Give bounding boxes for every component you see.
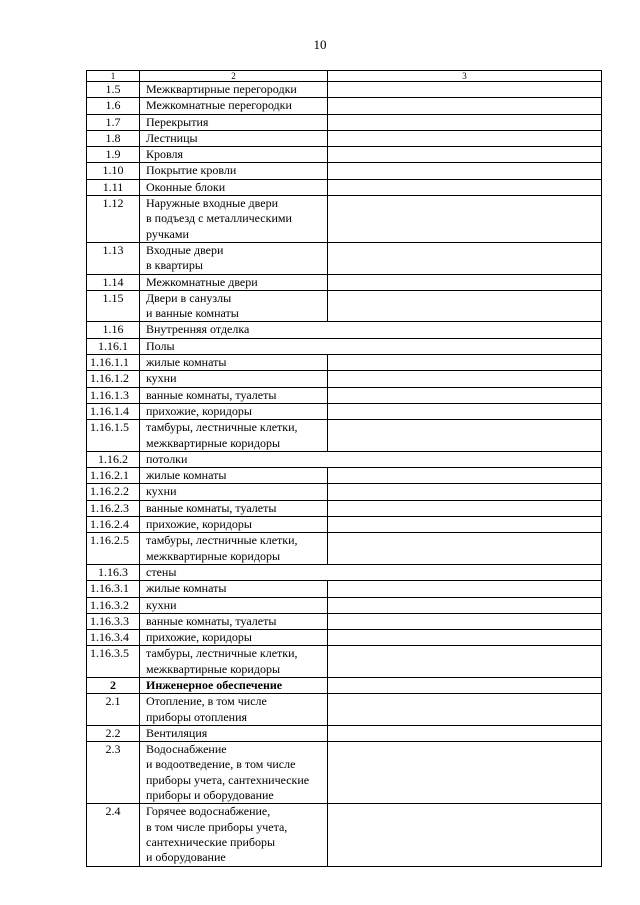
row-value xyxy=(328,742,602,804)
row-name xyxy=(140,98,328,114)
row-number: 1.16.3.1 xyxy=(87,581,140,597)
row-name-line: стены xyxy=(146,564,177,579)
row-number: 1.16.1.1 xyxy=(87,355,140,371)
row-name xyxy=(140,114,328,130)
row-name-line: и оборудование xyxy=(146,850,226,865)
row-value xyxy=(328,196,602,243)
row-name xyxy=(140,630,328,646)
row-value xyxy=(328,403,602,419)
table-row xyxy=(87,274,602,290)
table-row xyxy=(87,533,602,565)
row-name xyxy=(140,451,602,467)
row-value xyxy=(328,677,602,693)
row-name-line: Покрытие кровли xyxy=(146,163,237,178)
row-name-line: тамбуры, лестничные клетки, xyxy=(146,533,298,548)
row-number: 1.16.3.4 xyxy=(87,630,140,646)
row-value xyxy=(328,694,602,726)
row-name-line: жилые комнаты xyxy=(146,355,227,370)
row-name xyxy=(140,290,328,322)
row-number: 1.5 xyxy=(87,82,140,98)
row-value xyxy=(328,242,602,274)
row-number: 1.16.3 xyxy=(87,564,140,580)
table-row xyxy=(87,597,602,613)
row-name-line: Входные двери xyxy=(146,242,224,257)
row-name-line: Внутренняя отделка xyxy=(146,322,250,337)
row-value xyxy=(328,290,602,322)
row-number: 1.12 xyxy=(87,196,140,243)
table-row xyxy=(87,403,602,419)
row-value xyxy=(328,581,602,597)
row-name-line: Двери в санузлы xyxy=(146,290,232,305)
row-value xyxy=(328,114,602,130)
row-number: 1.16.2.1 xyxy=(87,468,140,484)
table-row xyxy=(87,517,602,533)
row-name-line: Горячее водоснабжение, xyxy=(146,804,271,819)
table-body xyxy=(87,71,602,867)
row-value xyxy=(328,420,602,452)
row-name xyxy=(140,725,328,741)
table-row xyxy=(87,468,602,484)
row-number: 2.1 xyxy=(87,694,140,726)
row-value xyxy=(328,179,602,195)
table-row xyxy=(87,484,602,500)
row-name xyxy=(140,742,328,804)
table-row xyxy=(87,564,602,580)
table-row xyxy=(87,451,602,467)
row-name xyxy=(140,163,328,179)
table-row xyxy=(87,500,602,516)
row-name xyxy=(140,403,328,419)
row-number: 1.7 xyxy=(87,114,140,130)
row-value xyxy=(328,597,602,613)
row-number: 1.15 xyxy=(87,290,140,322)
row-value xyxy=(328,98,602,114)
row-number: 1.16.1.5 xyxy=(87,420,140,452)
row-name-line: сантехнические приборы xyxy=(146,834,276,849)
row-name-line: Межкомнатные перегородки xyxy=(146,98,292,113)
table-row xyxy=(87,242,602,274)
row-name-line: Инженерное обеспечение xyxy=(146,677,283,692)
table-row xyxy=(87,371,602,387)
table-row xyxy=(87,742,602,804)
row-name-line: Полы xyxy=(146,338,175,353)
row-name-line: приборы и оборудование xyxy=(146,788,274,803)
row-number: 1.16.1.4 xyxy=(87,403,140,419)
row-name xyxy=(140,468,328,484)
row-name xyxy=(140,517,328,533)
row-name-line: Отопление, в том числе xyxy=(146,694,267,709)
row-name-line: потолки xyxy=(146,451,188,466)
row-number: 1.16.3.3 xyxy=(87,613,140,629)
row-number: 1.16.1.2 xyxy=(87,371,140,387)
row-value xyxy=(328,387,602,403)
row-name-line: кухни xyxy=(146,371,177,386)
row-name xyxy=(140,597,328,613)
table-row xyxy=(87,630,602,646)
row-name-line: Наружные входные двери xyxy=(146,196,279,211)
row-name-line: в подъезд с металлическими xyxy=(146,211,292,226)
table-row xyxy=(87,804,602,866)
row-name xyxy=(140,387,328,403)
table-row xyxy=(87,196,602,243)
table-row xyxy=(87,82,602,98)
row-number: 1.16.2.4 xyxy=(87,517,140,533)
row-name-line: ванные комнаты, туалеты xyxy=(146,387,277,402)
row-name-line: и водоотведение, в том числе xyxy=(146,757,296,772)
row-name-line: ванные комнаты, туалеты xyxy=(146,500,277,515)
row-name-line: приборы учета, сантехнические xyxy=(146,772,310,787)
row-value xyxy=(328,468,602,484)
row-number: 1.8 xyxy=(87,130,140,146)
row-name xyxy=(140,322,602,338)
table-row xyxy=(87,147,602,163)
row-value xyxy=(328,484,602,500)
table-row xyxy=(87,98,602,114)
page-number: 10 xyxy=(313,37,327,52)
row-number: 1.9 xyxy=(87,147,140,163)
row-name-line: Кровля xyxy=(146,147,184,162)
row-name xyxy=(140,242,328,274)
row-number: 1.10 xyxy=(87,163,140,179)
table-row xyxy=(87,290,602,322)
table-row xyxy=(87,420,602,452)
row-value xyxy=(328,147,602,163)
row-name-line: Межквартирные перегородки xyxy=(146,82,297,96)
row-value xyxy=(328,163,602,179)
row-value xyxy=(328,804,602,866)
table-row xyxy=(87,387,602,403)
row-number: 2 xyxy=(87,677,140,693)
row-name-line: прихожие, коридоры xyxy=(146,517,252,532)
row-value xyxy=(328,500,602,516)
row-name xyxy=(140,500,328,516)
table-row xyxy=(87,581,602,597)
row-name xyxy=(140,355,328,371)
row-name-line: ванные комнаты, туалеты xyxy=(146,613,277,628)
row-name xyxy=(140,581,328,597)
row-number: 1.13 xyxy=(87,242,140,274)
table-row xyxy=(87,613,602,629)
table-row xyxy=(87,694,602,726)
table-row xyxy=(87,725,602,741)
row-name-line: в квартиры xyxy=(146,258,203,273)
row-name-line: и ванные комнаты xyxy=(146,306,239,321)
row-name xyxy=(140,646,328,678)
row-value xyxy=(328,82,602,98)
row-number: 1.16.2 xyxy=(87,451,140,467)
column-header: 2 xyxy=(140,71,328,82)
row-name xyxy=(140,804,328,866)
row-number: 1.16.2.2 xyxy=(87,484,140,500)
row-name xyxy=(140,613,328,629)
column-header: 3 xyxy=(328,71,602,82)
row-value xyxy=(328,371,602,387)
row-name-line: приборы отопления xyxy=(146,709,248,724)
row-number: 1.16.1.3 xyxy=(87,387,140,403)
row-number: 1.16.3.2 xyxy=(87,597,140,613)
row-value xyxy=(328,517,602,533)
row-name-line: прихожие, коридоры xyxy=(146,630,252,645)
table-row xyxy=(87,114,602,130)
header-row xyxy=(87,71,602,82)
column-header: 1 xyxy=(87,71,140,82)
row-name-line: жилые комнаты xyxy=(146,581,227,596)
row-name-line: прихожие, коридоры xyxy=(146,403,252,418)
row-name xyxy=(140,694,328,726)
table-row xyxy=(87,355,602,371)
row-name xyxy=(140,564,602,580)
row-number: 1.16.2.3 xyxy=(87,500,140,516)
row-value xyxy=(328,630,602,646)
row-number: 1.14 xyxy=(87,274,140,290)
row-name xyxy=(140,338,602,354)
row-name-line: кухни xyxy=(146,484,177,499)
table-row xyxy=(87,677,602,693)
row-value xyxy=(328,355,602,371)
row-name-line: ручками xyxy=(146,226,189,241)
row-number: 1.11 xyxy=(87,179,140,195)
row-name-line: кухни xyxy=(146,597,177,612)
row-name xyxy=(140,371,328,387)
row-name-line: жилые комнаты xyxy=(146,468,227,483)
row-value xyxy=(328,274,602,290)
row-number: 1.16.1 xyxy=(87,338,140,354)
row-value xyxy=(328,533,602,565)
table-row xyxy=(87,338,602,354)
table-row xyxy=(87,322,602,338)
row-number: 1.16 xyxy=(87,322,140,338)
row-number: 1.6 xyxy=(87,98,140,114)
row-name-line: межквартирные коридоры xyxy=(146,435,281,450)
row-name xyxy=(140,147,328,163)
row-value xyxy=(328,646,602,678)
row-number: 2.2 xyxy=(87,725,140,741)
row-name-line: в том числе приборы учета, xyxy=(146,819,288,834)
table-row xyxy=(87,646,602,678)
row-name-line: Водоснабжение xyxy=(146,742,227,757)
table-row xyxy=(87,179,602,195)
row-name xyxy=(140,130,328,146)
row-name xyxy=(140,274,328,290)
row-value xyxy=(328,725,602,741)
row-name-line: Лестницы xyxy=(146,130,198,145)
row-value xyxy=(328,613,602,629)
row-name xyxy=(140,420,328,452)
row-number: 1.16.2.5 xyxy=(87,533,140,565)
row-name-line: межквартирные коридоры xyxy=(146,661,281,676)
specification-table xyxy=(86,70,602,867)
table-row xyxy=(87,163,602,179)
row-name-line: Перекрытия xyxy=(146,114,209,129)
row-name xyxy=(140,484,328,500)
row-name xyxy=(140,677,328,693)
row-value xyxy=(328,130,602,146)
row-name xyxy=(140,82,328,98)
row-name-line: тамбуры, лестничные клетки, xyxy=(146,420,298,435)
row-name-line: Вентиляция xyxy=(146,725,208,740)
row-name-line: Оконные блоки xyxy=(146,179,226,194)
row-name-line: Межкомнатные двери xyxy=(146,274,258,289)
row-number: 1.16.3.5 xyxy=(87,646,140,678)
row-name xyxy=(140,179,328,195)
row-name xyxy=(140,196,328,243)
row-name xyxy=(140,533,328,565)
row-name-line: тамбуры, лестничные клетки, xyxy=(146,646,298,661)
row-number: 2.3 xyxy=(87,742,140,804)
row-number: 2.4 xyxy=(87,804,140,866)
row-name-line: межквартирные коридоры xyxy=(146,548,281,563)
table-row xyxy=(87,130,602,146)
